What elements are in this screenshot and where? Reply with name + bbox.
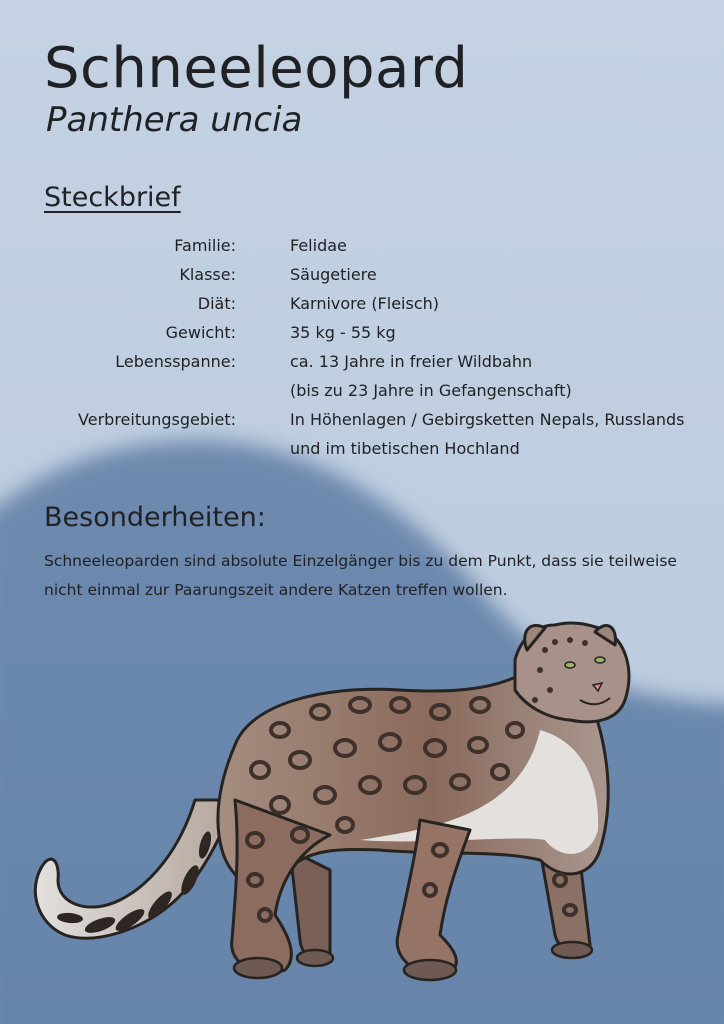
fact-value: Säugetiere [290, 265, 377, 284]
far-hind-leg [290, 850, 330, 960]
features-text: Schneeleoparden sind absolute Einzelgänger bis zu dem Punkt, dass sie teilweise nicht einmal zur Paarungszeit andere Katzen treffen wollen. [44, 552, 677, 599]
fact-value: und im tibetischen Hochland [290, 439, 520, 458]
fact-row-class [0, 265, 724, 294]
fact-row-lifespan-captivity [0, 381, 724, 410]
fact-row-range-cont [0, 439, 724, 468]
fact-label: Verbreitungsgebiet: [78, 410, 236, 429]
fact-value: 35 kg - 55 kg [290, 323, 396, 342]
fact-value: ca. 13 Jahre in freier Wildbahn [290, 352, 533, 371]
features-heading: Besonderheiten: [44, 502, 266, 533]
fact-value: (bis zu 23 Jahre in Gefangenschaft) [290, 381, 572, 400]
page-title: Schneeleopard [44, 36, 469, 101]
fact-row-weight [0, 323, 724, 352]
fact-value: Karnivore (Fleisch) [290, 294, 440, 313]
scientific-name: Panthera uncia [46, 100, 303, 140]
fact-label: Lebensspanne: [115, 352, 236, 371]
fact-label: Familie: [174, 236, 236, 255]
fact-row-family [0, 236, 724, 265]
snow-leopard-illustration [0, 600, 724, 1024]
fact-row-range [0, 410, 724, 439]
fact-label: Diät: [197, 294, 236, 313]
fact-label: Gewicht: [165, 323, 236, 342]
profile-heading: Steckbrief [44, 182, 181, 213]
fact-label: Klasse: [179, 265, 236, 284]
fact-value: In Höhenlagen / Gebirgsketten Nepals, Russlands [290, 410, 685, 429]
fact-row-diet [0, 294, 724, 323]
fact-value: Felidae [290, 236, 347, 255]
fact-row-lifespan [0, 352, 724, 381]
